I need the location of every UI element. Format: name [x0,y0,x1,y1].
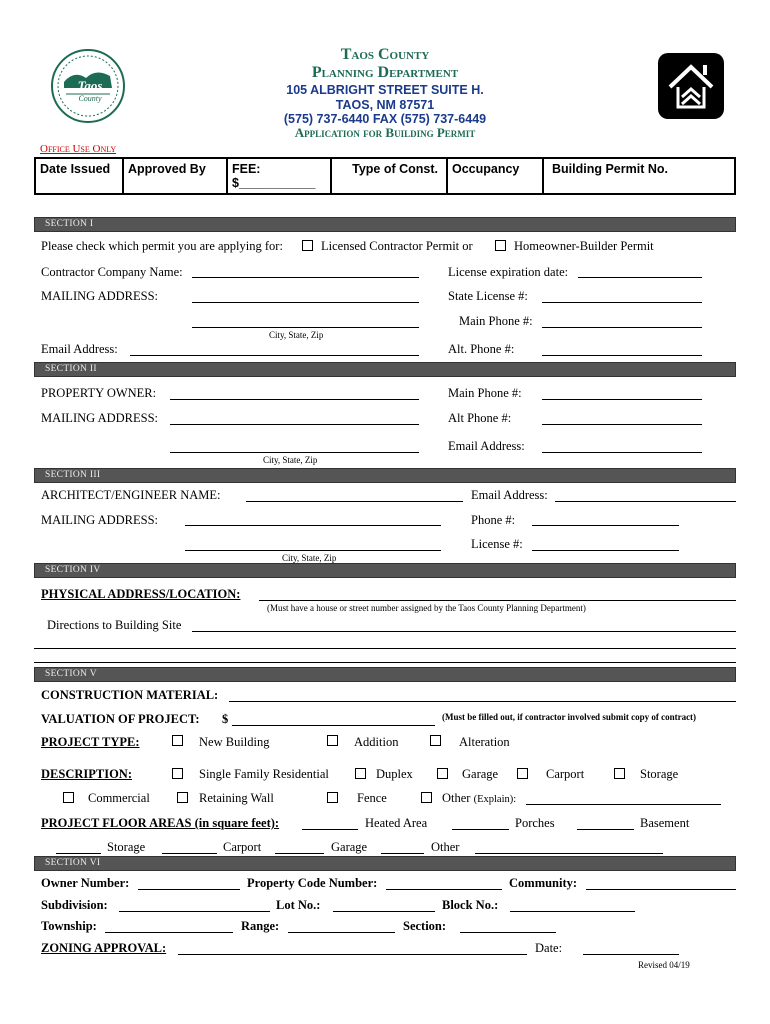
s3-phone-label: Phone #: [471,513,516,527]
company-name-label: Contractor Company Name: [41,265,183,279]
directions-label: Directions to Building Site [47,618,182,632]
s3-phone-field[interactable] [532,525,679,526]
house-icon [658,53,724,119]
carport-area-field[interactable] [162,853,217,854]
licensed-contractor-checkbox[interactable] [302,240,313,251]
floor-areas-label: PROJECT FLOOR AREAS (in square feet): [41,816,280,830]
seal-title: Taos [77,78,103,93]
addition-label: Addition [354,735,399,749]
property-code-field[interactable] [386,889,502,890]
s3-mailing-field[interactable] [185,525,441,526]
section-3-title: SECTION III [45,470,101,480]
address-line-1: 105 ALBRIGHT STREET SUITE H. [286,83,484,97]
other-area-label: Other [431,840,460,854]
other-area-desc-field[interactable] [475,853,663,854]
heated-area-label: Heated Area [365,816,428,830]
storage-area-field[interactable] [56,853,101,854]
porches-label: Porches [515,816,555,830]
s3-email-field[interactable] [555,501,736,502]
licensed-contractor-label: Licensed Contractor Permit or [321,239,473,253]
zoning-approval-field[interactable] [178,954,527,955]
lot-field[interactable] [333,911,435,912]
section-2-bar [34,362,736,377]
valuation-field[interactable] [232,725,435,726]
s1-alt-phone-field[interactable] [542,355,702,356]
section-6-bar [34,856,736,871]
directions-field-2[interactable] [34,648,736,649]
office-use-label: Office Use Only [40,143,117,155]
s1-city-caption: City, State, Zip [269,330,324,340]
valuation-dollar: $ [222,712,229,726]
commercial-checkbox[interactable] [63,792,74,803]
architect-label: ARCHITECT/ENGINEER NAME: [41,488,221,502]
section-5-bar [34,667,736,682]
s3-mailing-label: MAILING ADDRESS: [41,513,159,527]
s2-mailing-field[interactable] [170,424,419,425]
garage-area-label: Garage [331,840,368,854]
section-6-title: SECTION VI [45,858,101,868]
storage-area-label: Storage [107,840,146,854]
s1-alt-phone-label: Alt. Phone #: [448,342,515,356]
sfr-checkbox[interactable] [172,768,183,779]
community-field[interactable] [586,889,736,890]
s2-email-field[interactable] [542,452,702,453]
s3-license-field[interactable] [532,550,679,551]
state-license-label: State License #: [448,289,528,303]
lot-label: Lot No.: [276,898,321,912]
block-field[interactable] [510,911,635,912]
s1-email-label: Email Address: [41,342,118,356]
date-issued-cell[interactable]: Date Issued [36,159,124,193]
s2-main-phone-label: Main Phone #: [448,386,522,400]
other-checkbox[interactable] [421,792,432,803]
physical-address-label: PHYSICAL ADDRESS/LOCATION: [41,587,241,601]
zoning-date-label: Date: [535,941,563,955]
s3-email-label: Email Address: [471,488,548,502]
addition-checkbox[interactable] [327,735,338,746]
type-const-cell[interactable]: Type of Const. [332,159,448,193]
township-label: Township: [41,919,97,933]
basement-field[interactable] [577,829,634,830]
subdivision-field[interactable] [119,911,270,912]
project-type-label: PROJECT TYPE: [41,735,140,749]
material-field[interactable] [229,701,736,702]
county-name: Taos County [340,46,430,63]
other-area-field[interactable] [381,853,424,854]
owner-number-field[interactable] [138,889,240,890]
s1-main-phone-label: Main Phone #: [459,314,533,328]
valuation-note: (Must be filled out, if contractor involved submit copy of contract) [442,712,697,722]
other-explain-field[interactable] [526,804,721,805]
fee-cell[interactable] [228,159,332,193]
carport-area-label: Carport [223,840,262,854]
section-2-title: SECTION II [45,364,97,374]
retaining-wall-label: Retaining Wall [199,791,274,805]
valuation-label: VALUATION OF PROJECT: [41,712,200,726]
fee-dollar: $___________ [232,176,316,190]
form-title: Application for Building Permit [294,125,476,140]
range-label: Range: [241,919,280,933]
occupancy-cell[interactable]: Occupancy [448,159,544,193]
section-5-title: SECTION V [45,669,97,679]
homeowner-builder-label: Homeowner-Builder Permit [514,239,654,253]
heated-area-field[interactable] [302,829,358,830]
architect-field[interactable] [246,501,463,502]
storage-checkbox[interactable] [614,768,625,779]
basement-label: Basement [640,816,690,830]
homeowner-builder-checkbox[interactable] [495,240,506,251]
directions-field-3[interactable] [34,662,736,663]
subdivision-label: Subdivision: [41,898,108,912]
section-4-title: SECTION IV [45,565,101,575]
community-label: Community: [509,876,578,890]
fence-checkbox[interactable] [327,792,338,803]
section-field[interactable] [460,932,556,933]
garage-area-field[interactable] [275,853,324,854]
storage-label: Storage [640,767,679,781]
s2-city-caption: City, State, Zip [263,455,318,465]
permit-type-prompt: Please check which permit you are applying for: [41,239,283,253]
s1-city-field[interactable] [192,327,419,328]
approved-by-cell[interactable]: Approved By [124,159,228,193]
license-exp-field[interactable] [578,277,702,278]
new-building-checkbox[interactable] [172,735,183,746]
s2-mailing-label: MAILING ADDRESS: [41,411,159,425]
property-owner-field[interactable] [170,399,419,400]
s3-city-caption: City, State, Zip [282,553,337,563]
owner-number-label: Owner Number: [41,876,130,890]
office-use-table [34,157,736,195]
porches-field[interactable] [452,829,509,830]
s2-email-label: Email Address: [448,439,525,453]
section-1-title: SECTION I [45,219,94,229]
s2-alt-phone-label: Alt Phone #: [448,411,512,425]
township-field[interactable] [105,932,233,933]
duplex-label: Duplex [376,767,413,781]
state-license-field[interactable] [542,302,702,303]
zoning-approval-label: ZONING APPROVAL: [41,941,167,955]
description-label: DESCRIPTION: [41,767,132,781]
directions-field-1[interactable] [192,631,736,632]
s3-city-field[interactable] [185,550,441,551]
sfr-label: Single Family Residential [199,767,329,781]
department-name: Planning Department [311,64,459,81]
new-building-label: New Building [199,735,270,749]
other-text: Other [442,791,471,805]
duplex-checkbox[interactable] [355,768,366,779]
property-owner-label: PROPERTY OWNER: [41,386,157,400]
section-4-bar [34,563,736,578]
section-1-bar [34,217,736,232]
permit-no-cell[interactable]: Building Permit No. [552,162,668,176]
commercial-label: Commercial [88,791,150,805]
address-line-2: TAOS, NM 87571 [335,98,435,112]
range-field[interactable] [288,932,395,933]
section-label: Section: [403,919,447,933]
s2-city-field[interactable] [170,452,419,453]
s2-alt-phone-field[interactable] [542,424,702,425]
s1-mailing-field[interactable] [192,302,419,303]
s1-mailing-label: MAILING ADDRESS: [41,289,159,303]
explain-text: (Explain): [473,794,517,805]
alteration-checkbox[interactable] [430,735,441,746]
garage-label: Garage [462,767,499,781]
block-label: Block No.: [442,898,499,912]
license-exp-label: License expiration date: [448,265,569,279]
county-seal [50,48,126,124]
s2-main-phone-field[interactable] [542,399,702,400]
phone-line: (575) 737-6440 FAX (575) 737-6449 [283,112,487,126]
carport-label: Carport [546,767,585,781]
section-3-bar [34,468,736,483]
s3-license-label: License #: [471,537,523,551]
material-label: CONSTRUCTION MATERIAL: [41,688,219,702]
physical-address-field[interactable] [259,600,736,601]
company-name-field[interactable] [192,277,419,278]
other-label [442,791,516,806]
seal-subtitle: County [78,94,102,103]
physical-address-note: (Must have a house or street number assigned by the Taos County Planning Department) [267,603,586,613]
carport-checkbox[interactable] [517,768,528,779]
retaining-wall-checkbox[interactable] [177,792,188,803]
s1-email-field[interactable] [130,355,419,356]
fence-label: Fence [357,791,387,805]
zoning-date-field[interactable] [583,954,679,955]
fee-label: FEE: [232,162,261,176]
revised-date: Revised 04/19 [638,960,690,970]
alteration-label: Alteration [459,735,510,749]
garage-checkbox[interactable] [437,768,448,779]
s1-main-phone-field[interactable] [542,327,702,328]
property-code-label: Property Code Number: [247,876,378,890]
